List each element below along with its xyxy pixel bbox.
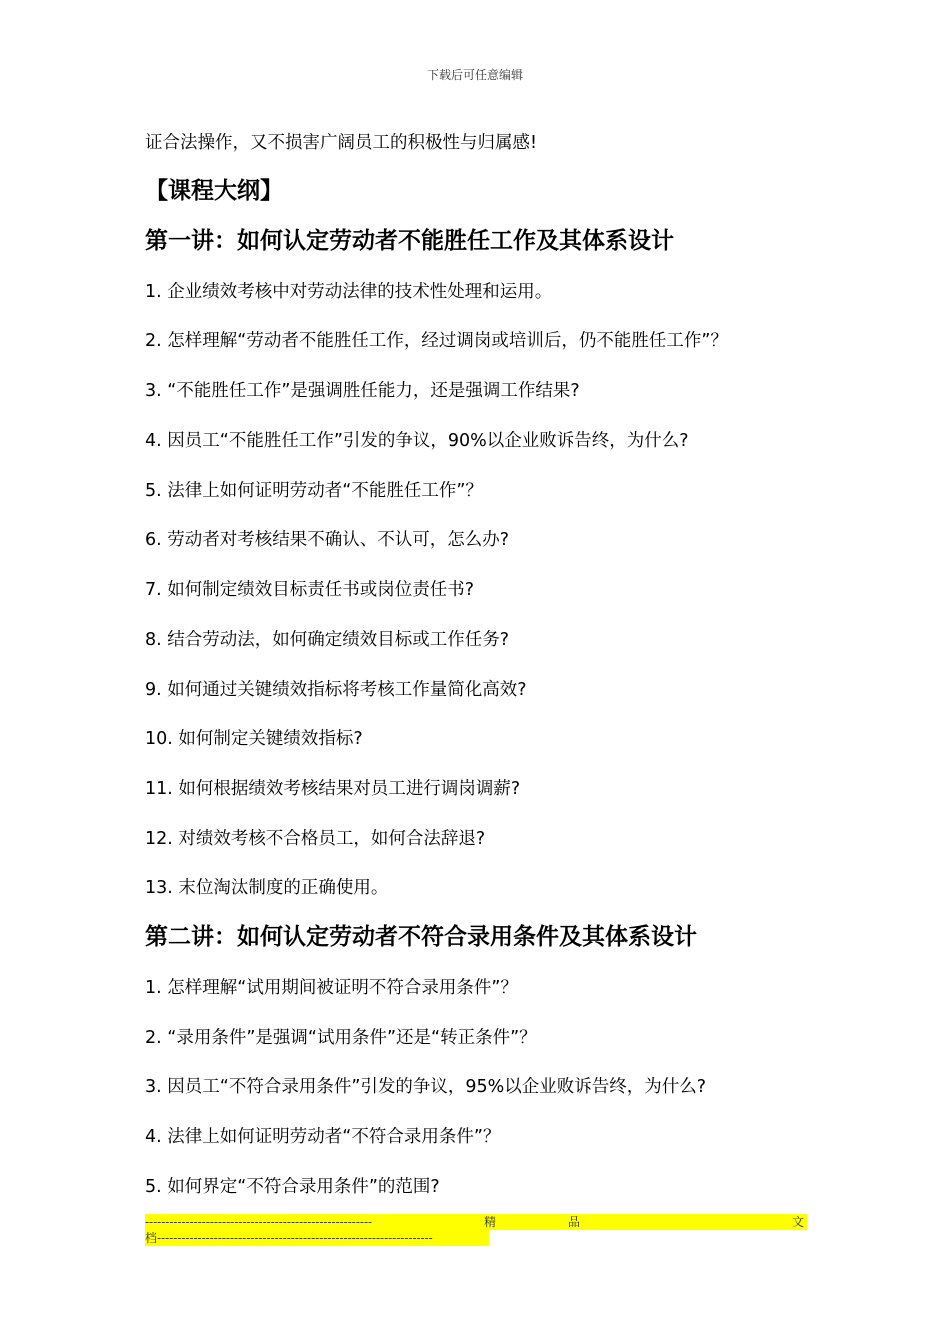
header-note: 下载后可任意编辑 <box>426 68 523 82</box>
footer-watermark-row2: 档-------------------------------------------------------------------- <box>145 1230 489 1246</box>
lecture2-title: 第二讲：如何认定劳动者不符合录用条件及其体系设计 <box>145 924 697 950</box>
list-item: 7. 如何制定绩效目标责任书或岗位责任书? <box>145 580 475 600</box>
list-item: 1. 企业绩效考核中对劳动法律的技术性处理和运用。 <box>145 282 553 302</box>
list-item: 1. 怎样理解“试用期间被证明不符合录用条件”？ <box>145 978 518 998</box>
list-item: 12. 对绩效考核不合格员工，如何合法辞退? <box>145 829 486 849</box>
lecture1-title: 第一讲：如何认定劳动者不能胜任工作及其体系设计 <box>145 228 674 254</box>
intro-line: 证合法操作，又不损害广阔员工的积极性与归属感! <box>145 133 538 153</box>
footer-dashes: -------------------------------------------------------- <box>145 1215 373 1229</box>
list-item: 5. 法律上如何证明劳动者“不能胜任工作”？ <box>145 481 483 501</box>
footer-watermark-row1 <box>145 1214 807 1230</box>
footer-char: 精 <box>484 1215 497 1229</box>
list-item: 4. 因员工“不能胜任工作”引发的争议，90%以企业败诉告终，为什么? <box>145 431 689 451</box>
list-item: 3. 因员工“不符合录用条件”引发的争议，95%以企业败诉告终，为什么? <box>145 1077 707 1097</box>
list-item: 6. 劳动者对考核结果不确认、不认可，怎么办? <box>145 530 510 550</box>
list-item: 2. 怎样理解“劳动者不能胜任工作，经过调岗或培训后，仍不能胜任工作”？ <box>145 331 728 351</box>
list-item: 2. “录用条件”是强调“试用条件”还是“转正条件”？ <box>145 1028 537 1048</box>
footer-char: 品 <box>568 1215 581 1229</box>
list-item: 9. 如何通过关键绩效指标将考核工作量简化高效? <box>145 680 527 700</box>
list-item: 8. 结合劳动法，如何确定绩效目标或工作任务? <box>145 630 510 650</box>
list-item: 10. 如何制定关键绩效指标? <box>145 729 363 749</box>
list-item: 3. “不能胜任工作”是强调胜任能力，还是强调工作结果? <box>145 381 580 401</box>
footer-char: 文 <box>792 1215 805 1229</box>
list-item: 4. 法律上如何证明劳动者“不符合录用条件”？ <box>145 1127 501 1147</box>
list-item: 5. 如何界定“不符合录用条件”的范围? <box>145 1177 440 1197</box>
list-item: 11. 如何根据绩效考核结果对员工进行调岗调薪? <box>145 779 521 799</box>
outline-title: 【课程大纲】 <box>145 178 283 204</box>
list-item: 13. 末位淘汰制度的正确使用。 <box>145 878 389 898</box>
